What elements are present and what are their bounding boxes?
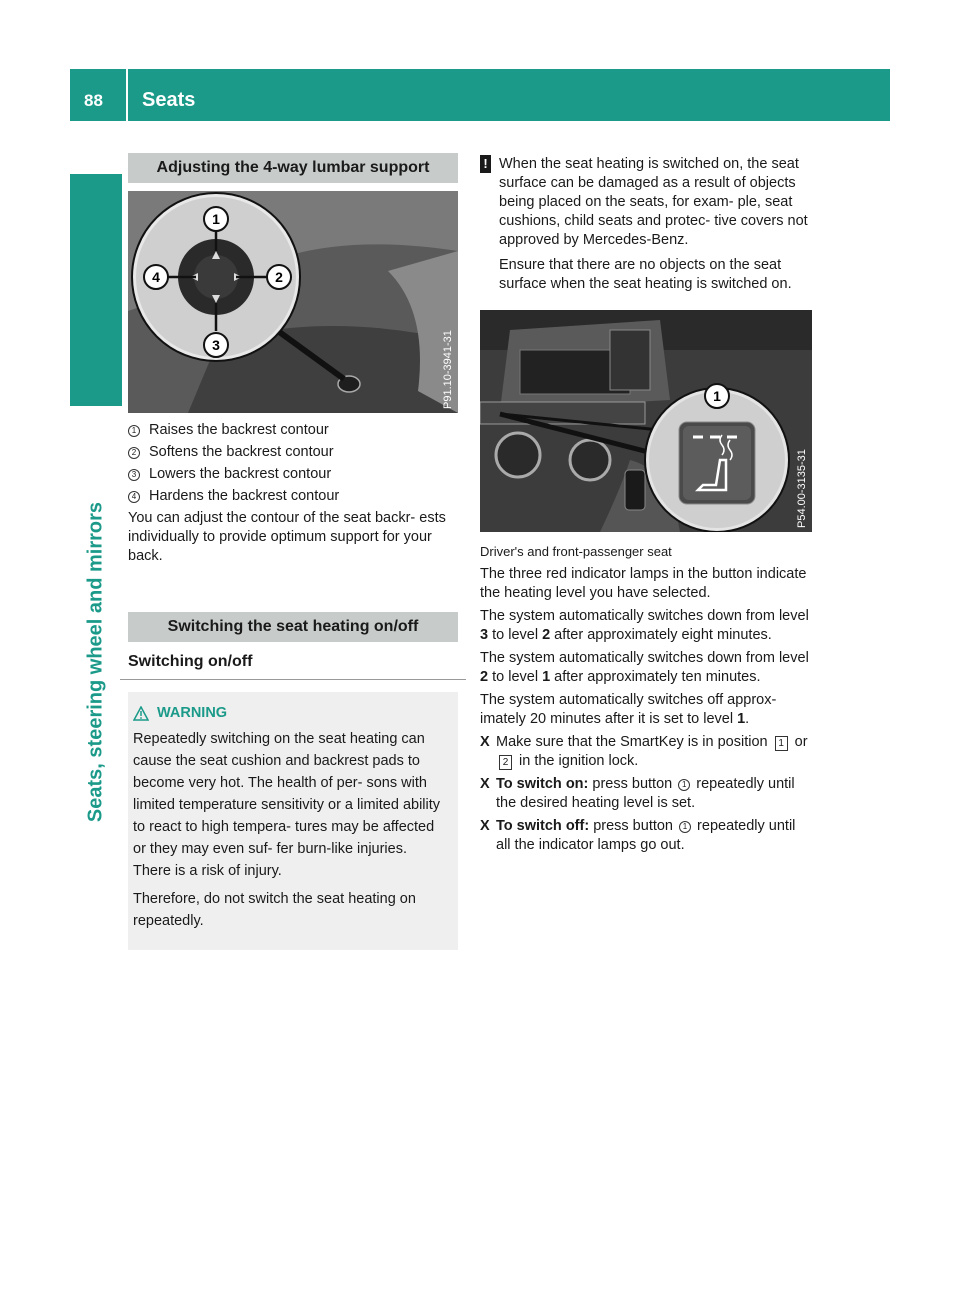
text-run: or	[790, 734, 808, 750]
text-run: repeatedly until the desired heating level is set.	[496, 776, 795, 811]
step-arrow-icon: X	[480, 818, 490, 834]
text-run: after approximately eight minutes.	[550, 627, 772, 643]
page-number: 88	[84, 91, 103, 110]
warning-box	[128, 692, 458, 950]
legend-text: Hardens the backrest contour	[149, 488, 340, 504]
step-text	[496, 817, 812, 855]
legend-item	[128, 487, 458, 506]
figure-caption: Driver's and front-passenger seat	[480, 544, 672, 559]
left-column	[128, 153, 458, 950]
legend-number: 2	[128, 447, 140, 459]
instruction-step	[480, 733, 812, 771]
level-value: 2	[542, 627, 551, 643]
step-text	[496, 733, 812, 771]
header-divider	[126, 69, 128, 121]
level-value: 1	[542, 669, 551, 685]
right-column	[480, 155, 812, 859]
callout-1: 1	[212, 211, 220, 227]
figure-code: P54.00-3135-31	[796, 449, 808, 528]
body-paragraph	[480, 691, 812, 729]
body-paragraph	[480, 649, 812, 687]
side-tab	[70, 174, 122, 406]
notice-block	[480, 155, 812, 298]
warning-label: WARNING	[157, 705, 228, 721]
callout-ref: 1	[678, 779, 690, 791]
lumbar-switch-figure	[128, 191, 458, 413]
text-run: Make sure that the SmartKey is in position	[496, 734, 772, 750]
step-text	[496, 775, 812, 813]
seat-heating-button-figure	[480, 310, 812, 532]
legend-text: Raises the backrest contour	[149, 422, 329, 438]
side-chapter-label: Seats, steering wheel and mirrors	[84, 501, 107, 823]
legend-item	[128, 443, 458, 462]
instruction-step	[480, 817, 812, 855]
notice-icon: !	[480, 155, 491, 173]
text-run: press button	[589, 818, 678, 834]
lumbar-paragraph: You can adjust the contour of the seat backr- ests individually to provide optimum support for your back.	[128, 510, 446, 564]
text-run: The system automatically switches off approx- imately 20 minutes after it is set to level	[480, 692, 777, 727]
chapter-title: Seats	[142, 89, 196, 111]
legend-number: 4	[128, 491, 140, 503]
warning-triangle-icon	[133, 706, 149, 721]
warning-text: Repeatedly switching on the seat heating can cause the seat cushion and backrest pads to become very hot. The health of per- sons with limited temperature sensitivity or a limited ability to react to high tempera- tures may be affected or they may even suf- fer burn-like injuries. There is a risk of injury.	[133, 731, 441, 879]
legend-number: 3	[128, 469, 140, 481]
body-paragraph: The three red indicator lamps in the button indicate the heating level you have selected.	[480, 566, 807, 601]
legend-number: 1	[128, 425, 140, 437]
lumbar-legend	[128, 421, 458, 506]
text-run: .	[745, 711, 750, 727]
text-run: after approximately ten minutes.	[550, 669, 761, 685]
step-label: To switch off:	[496, 818, 590, 834]
key-position-2: 2	[499, 755, 512, 770]
step-arrow-icon: X	[480, 776, 490, 792]
step-arrow-icon: X	[480, 734, 490, 750]
figure-code: P91.10-3941-31	[442, 330, 454, 409]
notice-text-2: Ensure that there are no objects on the seat surface when the seat heating is switched on.	[499, 257, 792, 292]
level-value: 1	[737, 711, 746, 727]
text-run: press button	[588, 776, 677, 792]
text-run: in the ignition lock.	[515, 753, 639, 769]
warning-heading	[133, 702, 448, 724]
callout-4: 4	[152, 269, 160, 285]
callout-1: 1	[713, 388, 721, 404]
legend-item	[128, 421, 458, 440]
warning-text-2: Therefore, do not switch the seat heating on repeatedly.	[133, 891, 416, 929]
page-header	[70, 69, 890, 121]
text-run: The system automatically switches down from level	[480, 608, 809, 624]
legend-item	[128, 465, 458, 484]
subsection-title: Switching on/off	[120, 652, 466, 680]
legend-text: Lowers the backrest contour	[149, 466, 332, 482]
notice-text: When the seat heating is switched on, the seat surface can be damaged as a result of objects being placed on the seats, for exam- ple, seat cushions, child seats and protec- tive covers not approved by Mercedes-Benz.	[499, 156, 808, 248]
text-run: The system automatically switches down from level	[480, 650, 809, 666]
text-run: repeatedly until all the indicator lamps go out.	[496, 818, 796, 853]
text-run: to level	[488, 669, 543, 685]
level-value: 3	[480, 627, 489, 643]
callout-2: 2	[275, 269, 283, 285]
level-value: 2	[480, 669, 489, 685]
key-position-1: 1	[775, 736, 788, 751]
text-run: to level	[488, 627, 543, 643]
callout-3: 3	[212, 337, 220, 353]
lumbar-section-title: Adjusting the 4-way lumbar support	[128, 153, 458, 183]
legend-text: Softens the backrest contour	[149, 444, 334, 460]
heating-section-title: Switching the seat heating on/off	[128, 612, 458, 642]
body-paragraph	[480, 607, 812, 645]
step-label: To switch on:	[496, 776, 589, 792]
callout-ref: 1	[679, 821, 691, 833]
instruction-step	[480, 775, 812, 813]
